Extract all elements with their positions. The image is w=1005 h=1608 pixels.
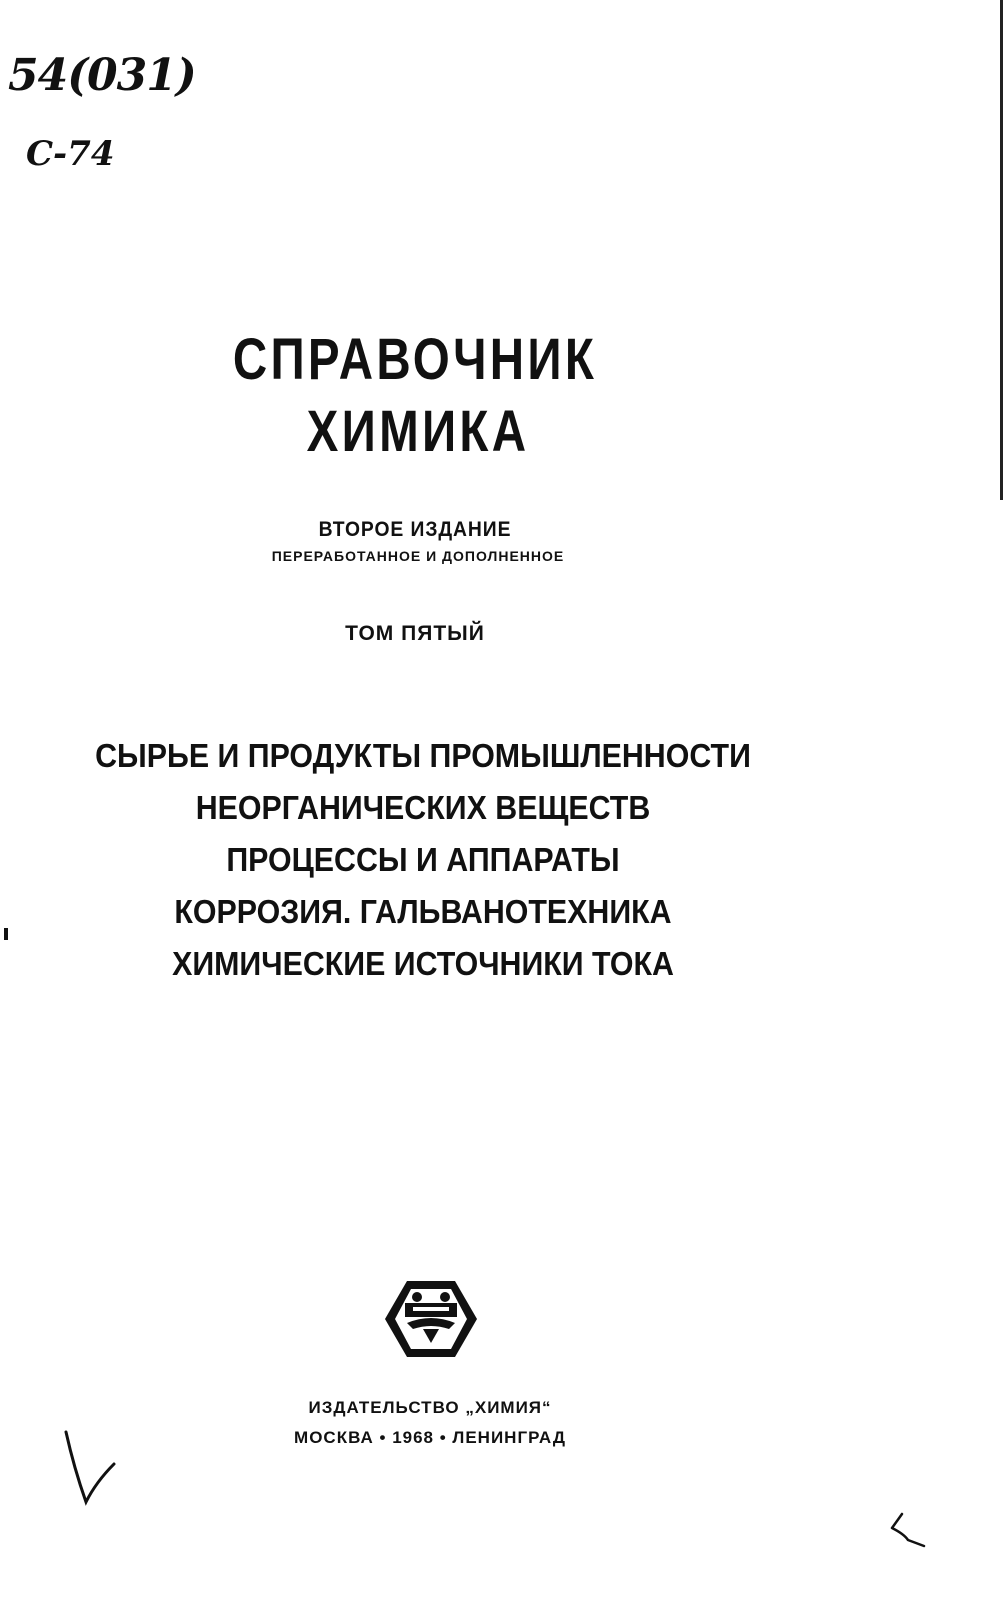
book-title-line-1: СПРАВОЧНИК — [232, 327, 598, 392]
handwritten-call-number: 54(031) — [8, 50, 196, 101]
publisher-name: ИЗДАТЕЛЬСТВО „ХИМИЯ“ — [308, 1398, 552, 1417]
topics-list — [0, 730, 846, 990]
topic-line: СЫРЬЕ И ПРОДУКТЫ ПРОМЫШЛЕННОСТИ — [95, 737, 751, 774]
handwritten-author-code: С-74 — [26, 134, 115, 174]
topic-line: КОРРОЗИЯ. ГАЛЬВАНОТЕХНИКА — [174, 893, 672, 930]
page-edge — [995, 0, 1003, 500]
handwritten-check-icon — [888, 1510, 928, 1550]
edition-label: ВТОРОЕ ИЗДАНИЕ — [318, 518, 512, 541]
topic-line: НЕОРГАНИЧЕСКИХ ВЕЩЕСТВ — [195, 789, 651, 826]
edition-note: ПЕРЕРАБОТАННОЕ И ДОПОЛНЕННОЕ — [271, 548, 565, 564]
publisher-logo-icon — [383, 1277, 479, 1361]
topic-line: ПРОЦЕССЫ И АППАРАТЫ — [226, 841, 620, 878]
topic-line: ХИМИЧЕСКИЕ ИСТОЧНИКИ ТОКА — [172, 945, 674, 982]
page-mark — [4, 928, 8, 940]
imprint-line: МОСКВА • 1968 • ЛЕНИНГРАД — [294, 1428, 566, 1447]
book-title-line-2: ХИМИКА — [306, 399, 530, 464]
volume-label: ТОМ ПЯТЫЙ — [345, 622, 485, 645]
handwritten-check-icon — [60, 1428, 120, 1508]
